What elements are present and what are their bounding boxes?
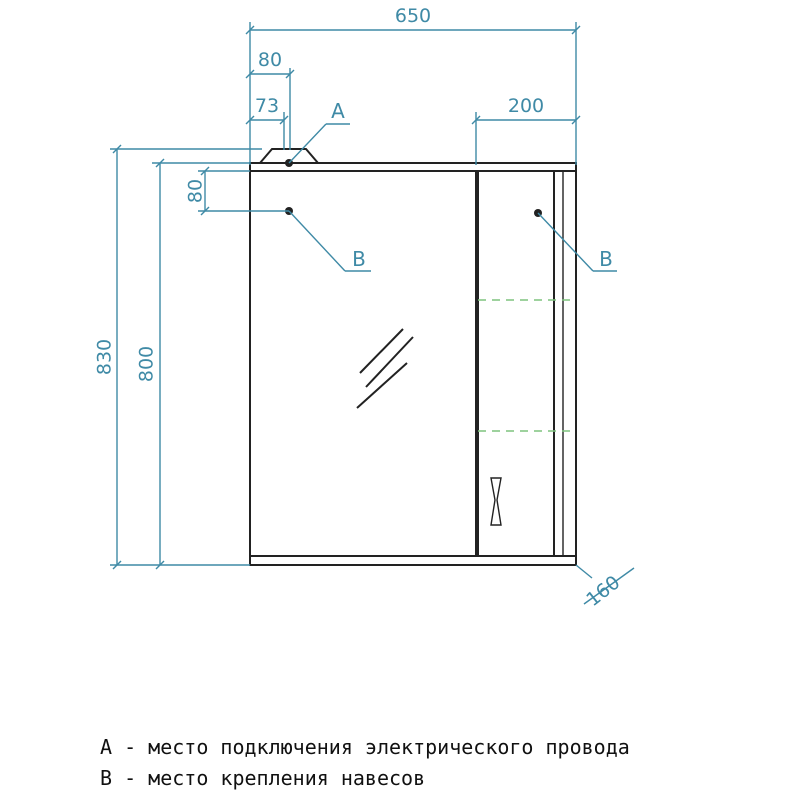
- dim-label-160: 160: [582, 571, 625, 612]
- cabinet-outline: [250, 163, 576, 565]
- dimension-overall-height: [94, 145, 263, 569]
- marker-b-right: B: [599, 247, 613, 271]
- leader-a: [289, 99, 350, 163]
- mirror-reflection: [357, 329, 413, 408]
- dimension-wire-offset: [246, 95, 288, 150]
- dim-label-73: 73: [254, 95, 280, 117]
- dim-label-80-side: 80: [184, 178, 207, 204]
- dimension-overall-width: [246, 5, 580, 165]
- dimension-body-height: [136, 159, 251, 569]
- dim-label-80-top: 80: [257, 49, 283, 71]
- dimension-top-mount-offset: [185, 167, 290, 215]
- top-slab: [250, 163, 576, 171]
- dim-label-830: 830: [93, 338, 116, 376]
- mirror-panel: [250, 171, 476, 556]
- legend-a: А - место подключения электрического провода: [100, 735, 630, 759]
- door-handle: [491, 478, 501, 525]
- legend-b: В - место крепления навесов: [100, 766, 426, 790]
- dimension-depth: [576, 565, 634, 611]
- cabinet-door: [478, 171, 554, 556]
- marker-b-left: B: [352, 247, 366, 271]
- marker-a: A: [331, 99, 345, 123]
- dim-label-200: 200: [507, 95, 545, 117]
- bottom-slab: [250, 556, 576, 565]
- dim-label-650: 650: [394, 5, 432, 27]
- dim-label-800: 800: [135, 345, 158, 383]
- leader-b-right: [538, 213, 617, 271]
- leader-b-left: [289, 211, 371, 271]
- dimension-cabinet-width: [472, 95, 580, 165]
